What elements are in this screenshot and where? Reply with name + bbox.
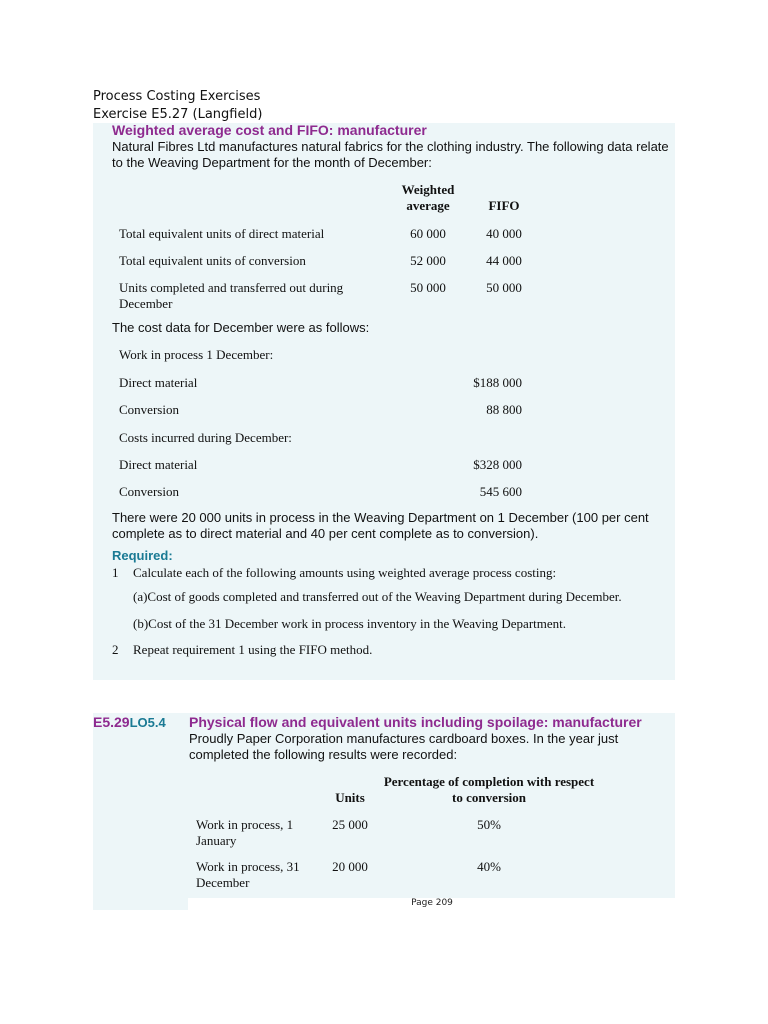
ex1-row-label-line1: Units completed and transferred out during [119,280,344,295]
ex1-req1b: (b)Cost of the 31 December work in process inventory in the Weaving Department. [133,616,567,631]
ex1-note-line1: There were 20 000 units in process in the Weaving Department on 1 December (100 per cent [112,510,649,525]
ex1-req2-text: Repeat requirement 1 using the FIFO method. [133,642,373,657]
ex2-code [93,714,166,730]
ex1-col-wa-line2: average [406,198,450,213]
ex1-inc-dm-label: Direct material [119,457,198,472]
ex2-row-pct: 50% [477,817,501,832]
ex1-inc-conv-label: Conversion [119,484,179,499]
ex1-row-label: Total equivalent units of direct material [119,226,325,241]
doc-header-line2: Exercise E5.27 (Langfield) [93,107,263,122]
ex1-wip-heading: Work in process 1 December: [119,347,274,362]
ex1-wip-conv-label: Conversion [119,402,179,417]
ex1-req1-num: 1 [112,565,119,580]
ex2-col-percentage [370,774,608,806]
ex2-row-label [196,859,300,891]
ex2-learning-objective: LO5.4 [129,715,166,730]
ex2-intro [189,731,618,763]
ex1-note [112,510,649,542]
ex1-row-label: Total equivalent units of conversion [119,253,306,268]
ex1-cost-intro: The cost data for December were as follows: [112,320,370,335]
ex1-intro-line1: Natural Fibres Ltd manufactures natural fabrics for the clothing industry. The following data relate [112,139,669,154]
doc-header-line1: Process Costing Exercises [93,89,261,104]
ex1-wip-dm-value: $188 000 [473,375,522,390]
ex1-row-label [119,280,343,312]
ex2-intro-line2: completed the following results were recorded: [189,747,458,762]
ex1-incurred-heading: Costs incurred during December: [119,430,292,445]
ex1-intro-line2: to the Weaving Department for the month of December: [112,155,432,170]
ex1-intro [112,139,669,171]
ex1-col-wa-line1: Weighted [401,182,455,197]
ex2-intro-line1: Proudly Paper Corporation manufactures cardboard boxes. In the year just [189,731,619,746]
ex1-wip-dm-label: Direct material [119,375,198,390]
ex2-row-label-line1: Work in process, 1 [196,817,294,832]
page-number: Page 209 [411,898,453,908]
ex2-row-label-line1: Work in process, 31 [196,859,300,874]
ex2-row-label [196,817,293,849]
ex2-row-pct: 40% [477,859,501,874]
ex2-code-number: E5.29 [93,714,130,730]
ex2-row-units: 20 000 [332,859,368,874]
ex1-row-fifo: 50 000 [486,280,522,295]
ex1-note-line2: complete as to direct material and 40 per cent complete as to conversion). [112,526,539,541]
ex1-row-wa: 50 000 [410,280,446,295]
ex2-row-label-line2: January [196,833,237,848]
ex1-req2-num: 2 [112,642,119,657]
ex2-row-units: 25 000 [332,817,368,832]
ex2-col-pct-line2: to conversion [451,790,527,805]
ex1-row-fifo: 44 000 [486,253,522,268]
ex1-wip-conv-value: 88 800 [486,402,522,417]
ex1-row-wa: 60 000 [410,226,446,241]
ex1-req1a: (a)Cost of goods completed and transferred out of the Weaving Department during December. [133,589,622,604]
ex1-title: Weighted average cost and FIFO: manufacturer [112,122,427,138]
ex2-title: Physical flow and equivalent units including spoilage: manufacturer [189,714,642,730]
ex1-inc-conv-value: 545 600 [479,484,522,499]
ex2-row-label-line2: December [196,875,250,890]
ex1-required-label: Required: [112,548,173,563]
exercise-e529-margin-panel [93,713,188,910]
ex1-row-wa: 52 000 [410,253,446,268]
ex1-row-fifo: 40 000 [486,226,522,241]
ex1-col-weighted-average [388,182,468,214]
ex2-col-units: Units [335,790,365,805]
ex1-req1-text: Calculate each of the following amounts using weighted average process costing: [133,565,557,580]
ex1-row-label-line2: December [119,296,173,311]
ex1-col-fifo: FIFO [488,198,520,213]
ex2-col-pct-line1: Percentage of completion with respect [383,774,595,789]
ex1-inc-dm-value: $328 000 [473,457,522,472]
